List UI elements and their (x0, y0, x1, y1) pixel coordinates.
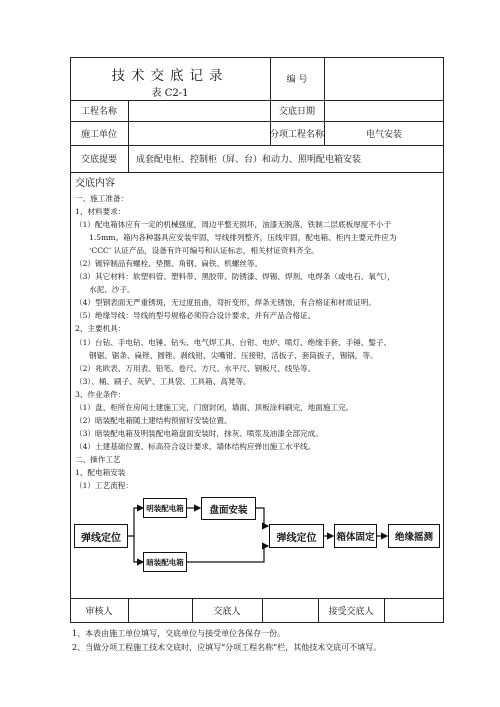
disclosure-content (75, 177, 437, 492)
flow-step-fix: 箱体固定 (334, 524, 377, 548)
summary-label: 交底提要 (80, 155, 117, 165)
flow-step-start: 弹线定位 (74, 524, 128, 548)
receiver-field[interactable] (384, 598, 444, 623)
flow-step-merge: 弹线定位 (269, 524, 324, 548)
arrow-panel-to-merge (256, 508, 268, 526)
content-line: （5）绝缘导线：导线的型号规格必须符合设计要求，并有产品合格证。 (75, 311, 316, 321)
content-line: 一、施工准备： (75, 194, 129, 203)
flow-connectors (74, 492, 440, 572)
content-line: 1.5mm。箱内各种器具应安装牢固，导线排列整齐，压线牢固，配电箱、柜内主要元件应为 (89, 233, 397, 243)
receiver-label: 接受交底人 (328, 607, 374, 617)
content-line: 1、配电箱安装 (75, 467, 126, 477)
footnote: 2、当做分项工程施工技术交底时，应填写“分项工程名称”栏，其他技术交底可不填写。 (72, 643, 382, 652)
subproject-value: 电气安装 (365, 129, 402, 140)
content-line: （1）配电箱体应有一定的机械强度，周边平整无损坏，油漆无脱落，铁制二层底板厚度不小于 (75, 220, 392, 230)
flow-step-test: 绝缘摇测 (388, 524, 440, 548)
content-line: 钢锯、锯条、扁锉、圆锉、剥线钳、尖嘴钳、压接钳，活扳子、套筒扳子，锡锅，等。 (89, 350, 378, 360)
row-divider (70, 172, 444, 173)
project-name-field[interactable] (128, 100, 270, 121)
content-line: 1、材料要求： (75, 207, 126, 217)
number-label: 编 号 (286, 75, 308, 85)
reviewer-field[interactable] (128, 598, 192, 623)
presenter-field[interactable] (262, 598, 318, 623)
flow-step-panel: 盘面安装 (201, 497, 256, 520)
subproject-label: 分项工程名称 (270, 129, 325, 140)
form-title: 技术交底记录 (111, 68, 229, 84)
arrow-start-to-upper (128, 508, 143, 536)
content-lines (75, 192, 437, 492)
content-line: （2）兆欧表、万用表、铅笔、卷尺、方尺、水平尺、钢板尺、线坠等。 (75, 363, 316, 373)
content-heading: 交底内容 (75, 178, 115, 189)
form-code: 表 C2-1 (151, 88, 189, 99)
content-line: （2）镀锌制品有螺栓、垫圈、角钢、扁铁、机螺丝等。 (75, 259, 263, 269)
date-label: 交底日期 (278, 107, 315, 117)
date-field[interactable] (324, 100, 444, 121)
content-line: （1）台钻、手电钻、电锤、钻头、电气焊工具、台钳、电炉、喷灯、绝缘手套、手锤、錾子、 (75, 337, 392, 347)
footnote: 1、本表由施工单位填写，交底单位与接受单位各保存一份。 (72, 629, 286, 638)
content-line: （1）工艺流程： (75, 481, 133, 491)
content-line: ‘CCC’ 认证产品，设备有许可编号和认证标志，相关材证资料齐全。 (89, 246, 319, 256)
flow-step-concealed-box: 暗装配电箱 (143, 552, 187, 572)
content-line: （1）盘、柜所在房间土建施工完，门窗封闭，墙面、顶板涂料刷完，地面施工完。 (75, 402, 354, 412)
presenter-label: 交底人 (213, 607, 241, 617)
content-line: 3、作业条件： (75, 389, 126, 399)
flow-step-surface-box: 明装配电箱 (143, 498, 187, 518)
project-name-label: 工程名称 (80, 107, 117, 117)
content-line: 2、主要机具： (75, 324, 126, 334)
reviewer-label: 审核人 (85, 607, 113, 617)
content-line: （3）暗装配电箱及明装配电箱盘面安装时，抹灰、喷浆及油漆全部完成。 (75, 428, 323, 438)
footnotes (72, 627, 381, 655)
content-line: （3）、桶、刷子、灰铲、工具袋、工具箱、高凳等。 (75, 376, 251, 386)
number-field[interactable] (324, 57, 444, 100)
content-line: 水泥、沙子。 (89, 285, 135, 295)
content-line: 二、操作工艺 (75, 454, 121, 464)
unit-field[interactable] (128, 121, 270, 145)
content-line: （4）型钢表面无严重锈斑，无过度扭曲，弯折变形，焊条无锈蚀，有合格证和材质证明。 (75, 298, 376, 308)
process-flowchart (74, 492, 440, 572)
summary-value: 成套配电柜、控制柜（屏、台）和动力、照明配电箱安装 (136, 155, 362, 165)
unit-label: 施工单位 (80, 129, 117, 140)
arrow-lower-to-merge (187, 546, 268, 562)
content-line: （4）土建基础位置、标高符合设计要求，墙体结构应弹出施工水平线。 (75, 441, 316, 451)
arrow-start-to-lower (134, 536, 143, 562)
content-line: （2）暗装配电箱随土建结构预留好安装位置。 (75, 415, 232, 425)
content-line: （3）其它材料：软塑料管、塑料带、黑胶带、防锈漆、焊锡、焊剂、电焊条（或电石、氧气）， (75, 272, 395, 282)
